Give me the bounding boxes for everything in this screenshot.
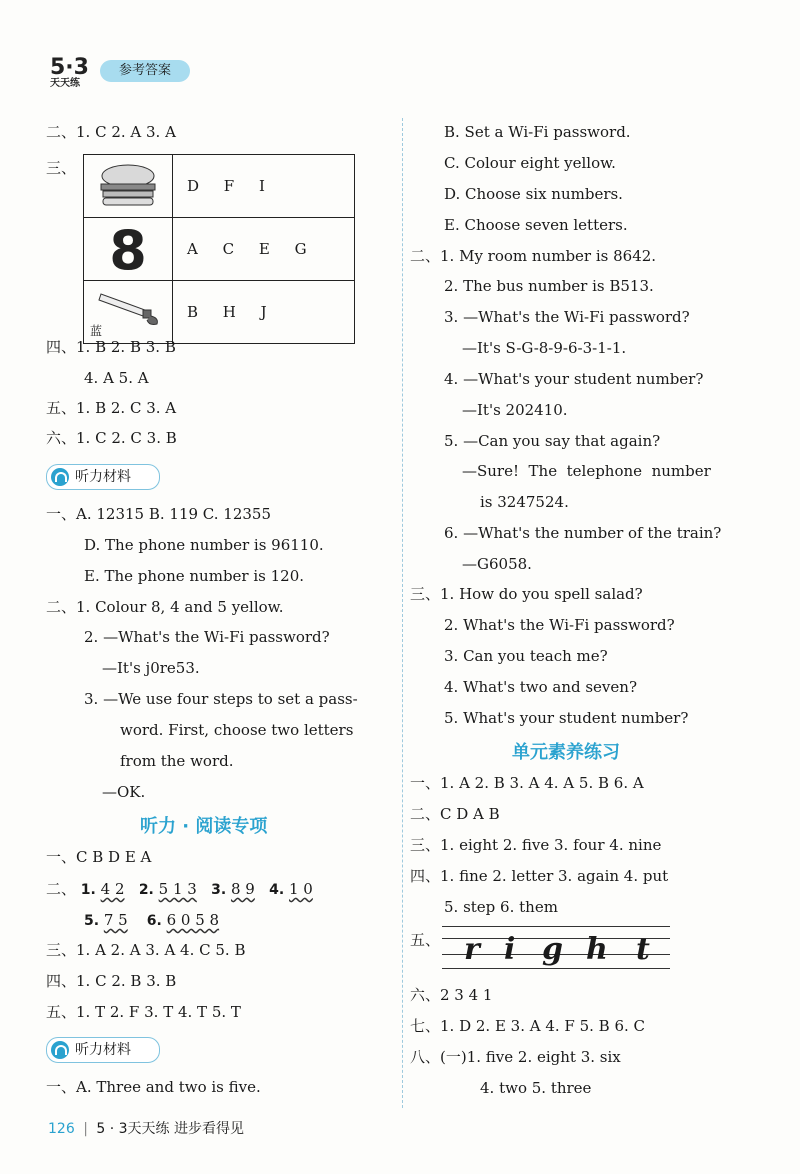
badge-label: 听力材料 bbox=[75, 1042, 131, 1058]
table-cell bbox=[84, 155, 173, 218]
answer-line: 2. The bus number is B513. bbox=[444, 277, 654, 295]
listening-material-badge bbox=[46, 464, 160, 490]
underlined-answer: 4 2 bbox=[100, 880, 125, 898]
answer-line: 七、1. D 2. E 3. A 4. F 5. B 6. C bbox=[410, 1017, 646, 1035]
answer-line: is 3247524. bbox=[480, 493, 569, 511]
answer-line: 一、1. A 2. B 3. A 4. A 5. B 6. A bbox=[410, 774, 644, 792]
handwritten-letter: r bbox=[464, 932, 480, 967]
answer-line: B. Set a Wi-Fi password. bbox=[444, 123, 631, 141]
letters-cell: B H J bbox=[173, 281, 355, 344]
table-row bbox=[84, 281, 355, 344]
item-number: 3. bbox=[211, 882, 227, 898]
section-title: 听力 · 阅读专项 bbox=[140, 816, 268, 837]
section-title: 单元素养练习 bbox=[512, 742, 620, 763]
answer-line: —It's 202410. bbox=[462, 401, 568, 419]
section-label: 五、 bbox=[410, 931, 441, 949]
answer-line: word. First, choose two letters bbox=[120, 721, 354, 739]
answer-line: 四、1. fine 2. letter 3. again 4. put bbox=[410, 867, 669, 885]
answer-line: 二、1. My room number is 8642. bbox=[410, 247, 657, 265]
underlined-answer: 8 9 bbox=[230, 880, 255, 898]
tube-label: 蓝 bbox=[90, 324, 103, 338]
underlined-answer: 5 1 3 bbox=[158, 880, 197, 898]
answer-line: 二、C D A B bbox=[410, 805, 500, 823]
table-row bbox=[84, 218, 355, 281]
answer-table bbox=[83, 154, 355, 344]
table-cell bbox=[84, 218, 173, 281]
handwritten-letter: i bbox=[504, 932, 516, 967]
answer-line: 三、1. eight 2. five 3. four 4. nine bbox=[410, 836, 662, 854]
handwritten-letter: g bbox=[542, 932, 563, 967]
answer-line: 一、A. 12315 B. 119 C. 12355 bbox=[46, 505, 272, 523]
answer-line: 二、1. C 2. A 3. A bbox=[46, 123, 176, 141]
handwritten-letter: t bbox=[636, 932, 650, 967]
answer-line: 4. two 5. three bbox=[480, 1079, 592, 1097]
answer-line: 八、(一)1. five 2. eight 3. six bbox=[410, 1048, 621, 1066]
page-footer bbox=[48, 1118, 244, 1138]
answer-line: 4. —What's your student number? bbox=[444, 370, 704, 388]
underlined-answer: 6 0 5 8 bbox=[166, 911, 220, 929]
column-divider bbox=[402, 118, 403, 1108]
table-row bbox=[84, 155, 355, 218]
answer-line: 一、C B D E A bbox=[46, 848, 152, 866]
answer-line: 5. —Can you say that again? bbox=[444, 432, 661, 450]
letters-cell: D F I bbox=[173, 155, 355, 218]
underlined-answer: 7 5 bbox=[103, 911, 128, 929]
headphones-icon bbox=[51, 468, 69, 486]
item-number: 4. bbox=[269, 882, 285, 898]
handwriting-answer bbox=[442, 926, 670, 970]
answer-line: 六、1. C 2. C 3. B bbox=[46, 429, 177, 447]
writing-rule bbox=[442, 926, 670, 927]
answer-line: 2. —What's the Wi-Fi password? bbox=[84, 628, 330, 646]
answer-line: 六、2 3 4 1 bbox=[410, 986, 493, 1004]
answer-line bbox=[46, 879, 313, 899]
underlined-answer: 1 0 bbox=[289, 880, 313, 898]
item-number: 1. bbox=[80, 882, 96, 898]
brand-logo-icon bbox=[48, 52, 98, 88]
section-label: 三、 bbox=[46, 159, 77, 177]
svg-text:天天练: 天天练 bbox=[50, 78, 80, 88]
answer-line: 2. What's the Wi-Fi password? bbox=[444, 616, 675, 634]
answer-line: —It's S-G-8-9-6-3-1-1. bbox=[462, 339, 627, 357]
answer-line: —It's j0re53. bbox=[102, 659, 200, 677]
item-number: 5. bbox=[84, 913, 100, 929]
answer-line: D. Choose six numbers. bbox=[444, 185, 623, 203]
badge-label: 听力材料 bbox=[75, 469, 131, 485]
number-eight-icon bbox=[85, 219, 171, 275]
answer-line: —Sure! The telephone number bbox=[462, 462, 711, 480]
answer-line: —G6058. bbox=[462, 555, 532, 573]
answer-line: 二、1. Colour 8, 4 and 5 yellow. bbox=[46, 598, 284, 616]
answer-line: 5. step 6. them bbox=[444, 898, 558, 916]
answer-line: from the word. bbox=[120, 752, 234, 770]
answer-line: 3. Can you teach me? bbox=[444, 647, 608, 665]
letters-cell: A C E G bbox=[173, 218, 355, 281]
section-label: 二、 bbox=[46, 880, 77, 898]
item-number: 2. bbox=[138, 882, 154, 898]
answer-line: 四、1. B 2. B 3. B bbox=[46, 338, 176, 356]
writing-rule bbox=[442, 968, 670, 969]
handwritten-letter: h bbox=[586, 932, 608, 967]
answer-line: 三、1. A 2. A 3. A 4. C 5. B bbox=[46, 941, 246, 959]
answer-line: 4. A 5. A bbox=[84, 369, 149, 387]
answer-line: 四、1. C 2. B 3. B bbox=[46, 972, 177, 990]
answer-line bbox=[84, 910, 219, 930]
answer-line: 6. —What's the number of the train? bbox=[444, 524, 722, 542]
answer-line: 5. What's your student number? bbox=[444, 709, 689, 727]
svg-text:5·3: 5·3 bbox=[50, 55, 89, 80]
headphones-icon bbox=[51, 1041, 69, 1059]
answer-line: 4. What's two and seven? bbox=[444, 678, 637, 696]
answer-line: E. Choose seven letters. bbox=[444, 216, 628, 234]
answer-line: D. The phone number is 96110. bbox=[84, 536, 324, 554]
answer-line: 3. —What's the Wi-Fi password? bbox=[444, 308, 690, 326]
footer-separator: | bbox=[83, 1121, 88, 1137]
answer-line: E. The phone number is 120. bbox=[84, 567, 305, 585]
table-cell bbox=[84, 281, 173, 344]
page-number: 126 bbox=[48, 1121, 75, 1137]
item-number: 6. bbox=[146, 913, 162, 929]
answer-line: 五、1. B 2. C 3. A bbox=[46, 399, 177, 417]
answer-line: C. Colour eight yellow. bbox=[444, 154, 616, 172]
svg-text:8: 8 bbox=[109, 219, 147, 275]
listening-material-badge bbox=[46, 1037, 160, 1063]
answer-line: —OK. bbox=[102, 783, 146, 801]
answer-line: 五、1. T 2. F 3. T 4. T 5. T bbox=[46, 1003, 241, 1021]
answer-line: 3. —We use four steps to set a pass- bbox=[84, 690, 358, 708]
footer-slogan: 5 · 3天天练 进步看得见 bbox=[96, 1121, 244, 1137]
answer-line: 一、A. Three and two is five. bbox=[46, 1078, 261, 1096]
answer-line: 三、1. How do you spell salad? bbox=[410, 585, 643, 603]
hamburger-icon bbox=[85, 156, 171, 212]
answer-key-badge: 参考答案 bbox=[100, 60, 190, 82]
